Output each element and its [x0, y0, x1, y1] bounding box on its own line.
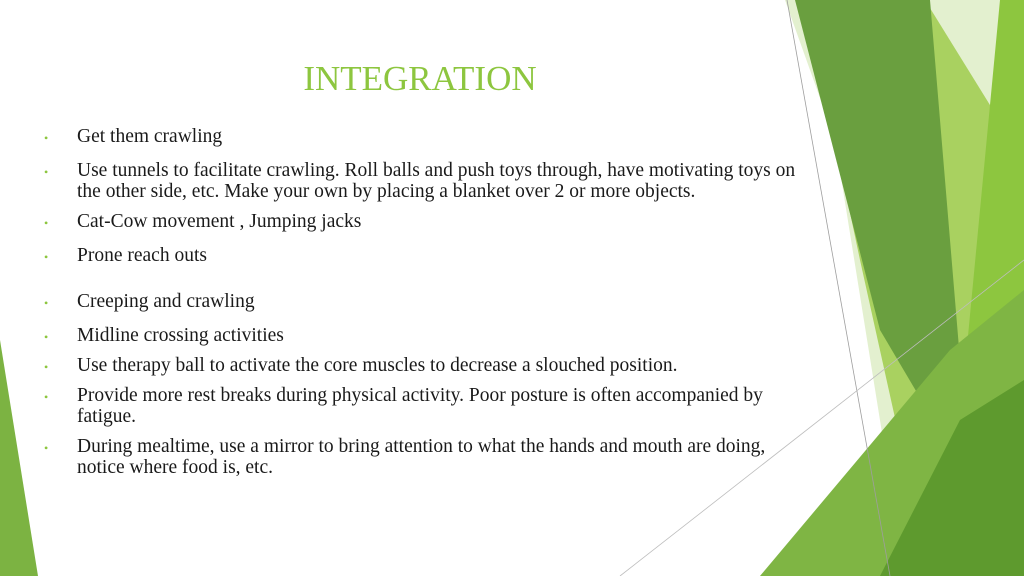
bullet-list [44, 126, 804, 487]
bullet-text: Provide more rest breaks during physical activity. Poor posture is often accompanied by fatigue. [77, 385, 763, 427]
bullet-item [44, 160, 804, 202]
bullet-marker: • [44, 165, 49, 179]
bullet-marker: • [44, 390, 49, 404]
bullet-text: Cat-Cow movement , Jumping jacks [77, 211, 362, 232]
bullet-item [44, 355, 804, 376]
bullet-marker: • [44, 360, 49, 374]
bullet-marker: • [44, 131, 49, 145]
bullet-text: During mealtime, use a mirror to bring attention to what the hands and mouth are doing, notice where food is, etc. [77, 436, 766, 478]
bullet-item [44, 211, 804, 232]
bullet-text: Creeping and crawling [77, 291, 255, 312]
slide-title: INTEGRATION [303, 59, 537, 98]
bullet-item [44, 325, 804, 346]
bullet-text: Prone reach outs [77, 245, 207, 266]
bullet-item [44, 291, 804, 312]
bullet-marker: • [44, 216, 49, 230]
bullet-text: Use tunnels to facilitate crawling. Roll balls and push toys through, have motivating toys on the other side, etc. Make your own by placing a blanket over 2 or more objects. [77, 160, 796, 202]
bullet-text: Get them crawling [77, 126, 223, 147]
left-green-sliver [0, 340, 38, 576]
bullet-marker: • [44, 330, 49, 344]
bullet-marker: • [44, 441, 49, 455]
bullet-marker: • [44, 250, 49, 264]
bullet-item [44, 385, 804, 427]
bullet-item [44, 245, 804, 266]
bullet-item [44, 436, 804, 478]
bullet-text: Use therapy ball to activate the core muscles to decrease a slouched position. [77, 355, 678, 376]
bullet-marker: • [44, 296, 49, 310]
bullet-item [44, 126, 804, 147]
bullet-text: Midline crossing activities [77, 325, 284, 346]
